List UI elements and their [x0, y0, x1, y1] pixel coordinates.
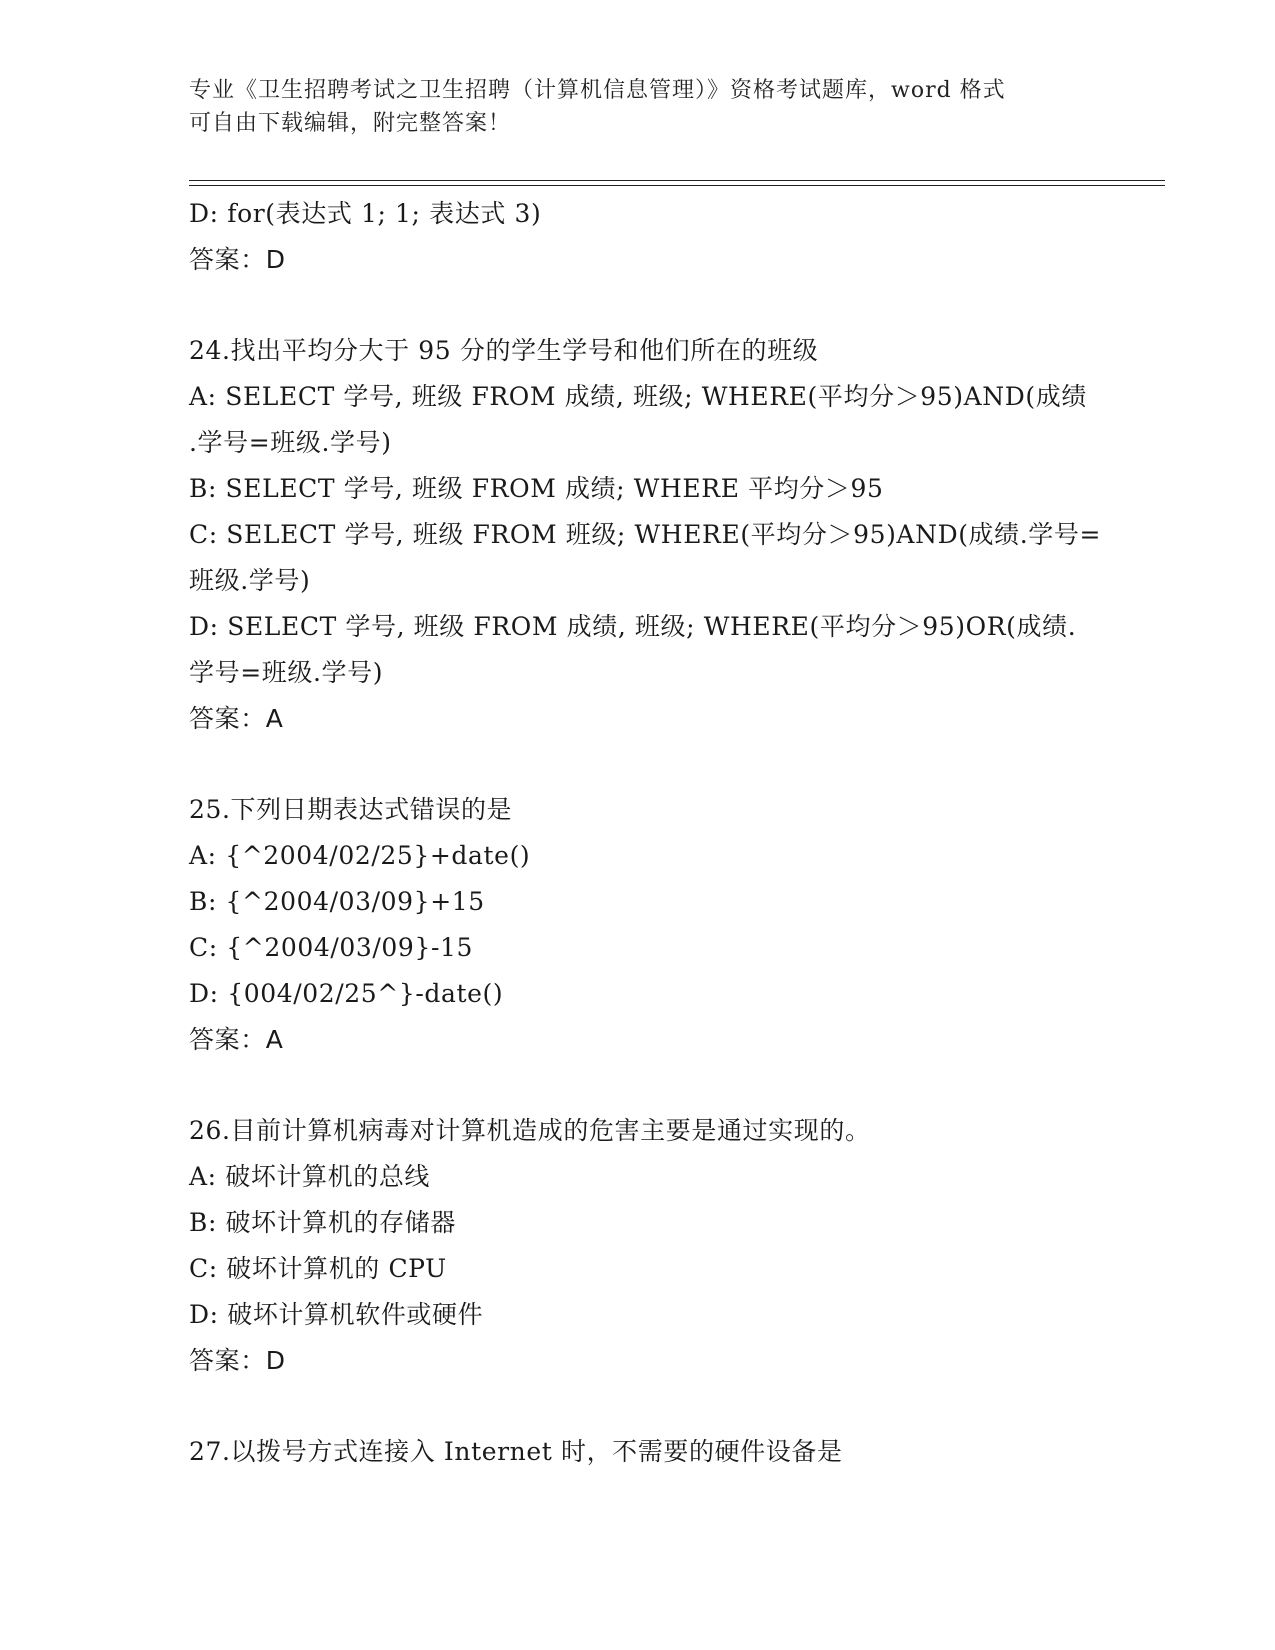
question-answer: 答案：D	[189, 1346, 286, 1375]
spacer	[189, 1063, 1089, 1108]
header-line-2: 可自由下载编辑，附完整答案！	[189, 111, 512, 136]
spacer	[189, 742, 1089, 787]
option-line: B: SELECT 学号, 班级 FROM 成绩; WHERE 平均分＞95	[189, 474, 884, 503]
question-block-25	[189, 787, 1089, 1063]
header-divider-top	[189, 180, 1165, 181]
option-line: B: 破坏计算机的存储器	[189, 1208, 456, 1237]
option-line: A: 破坏计算机的总线	[189, 1162, 431, 1191]
option-line: A: {^2004/02/25}+date()	[189, 841, 531, 870]
option-line: 班级.学号)	[189, 566, 311, 595]
question-block-24	[189, 328, 1102, 742]
question-stem: 27.以拨号方式连接入 Internet 时，不需要的硬件设备是	[189, 1437, 843, 1466]
document-body	[189, 191, 1102, 1475]
option-line: .学号=班级.学号)	[189, 428, 392, 457]
document-header	[189, 74, 1089, 140]
option-line: B: {^2004/03/09}+15	[189, 887, 485, 916]
option-line: D: SELECT 学号, 班级 FROM 成绩, 班级; WHERE(平均分＞95)OR(成绩.	[189, 612, 1077, 641]
spacer	[189, 1384, 1089, 1429]
option-line: C: SELECT 学号, 班级 FROM 班级; WHERE(平均分＞95)AND(成绩.学号=	[189, 520, 1102, 549]
option-line: D: {004/02/25^}-date()	[189, 979, 504, 1008]
header-divider-bottom	[189, 185, 1165, 186]
option-line: C: 破坏计算机的 CPU	[189, 1254, 447, 1283]
header-line-1: 专业《卫生招聘考试之卫生招聘（计算机信息管理）》资格考试题库，word 格式	[189, 78, 1006, 103]
prev-question-answer: 答案：D	[189, 245, 286, 274]
option-line: D: 破坏计算机软件或硬件	[189, 1300, 484, 1329]
question-answer: 答案：A	[189, 1025, 284, 1054]
option-line: A: SELECT 学号, 班级 FROM 成绩, 班级; WHERE(平均分＞95)AND(成绩	[189, 382, 1087, 411]
question-stem: 25.下列日期表达式错误的是	[189, 795, 513, 824]
question-answer: 答案：A	[189, 704, 284, 733]
question-stem: 24.找出平均分大于 95 分的学生学号和他们所在的班级	[189, 336, 819, 365]
question-block-26	[189, 1108, 1089, 1384]
spacer	[189, 283, 1089, 328]
option-line: 学号=班级.学号)	[189, 658, 384, 687]
question-block-27	[189, 1429, 1089, 1475]
question-stem: 26.目前计算机病毒对计算机造成的危害主要是通过实现的。	[189, 1116, 871, 1145]
prev-question-option-d: D: for(表达式 1; 1; 表达式 3)	[189, 199, 542, 228]
option-line: C: {^2004/03/09}-15	[189, 933, 474, 962]
